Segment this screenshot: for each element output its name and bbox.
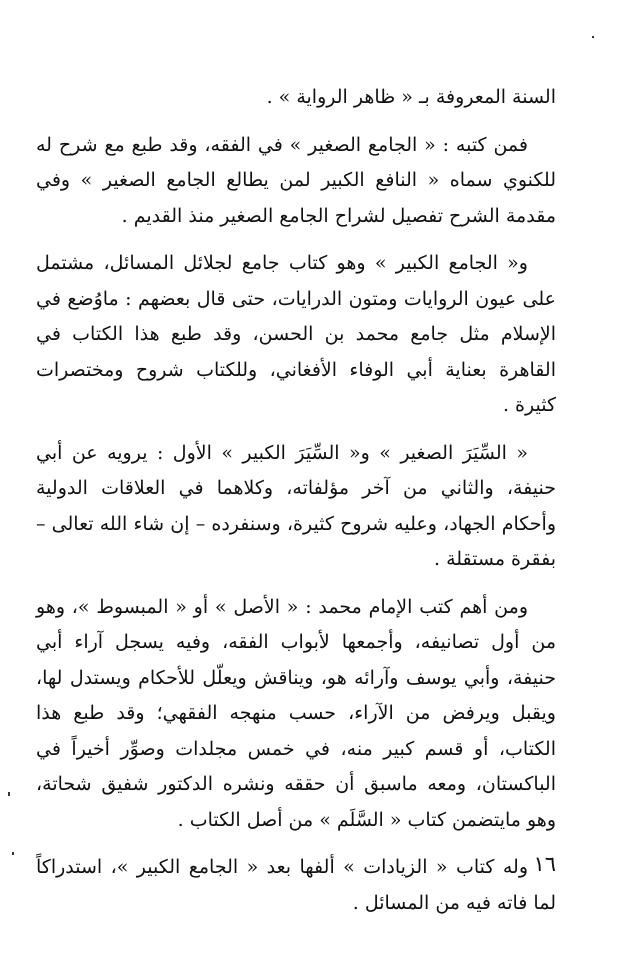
paragraph: فمن كتبه : « الجامع الصغير » في الفقه، وقد طبع مع شرح له للكنوي سماه « النافع الكبير لمن يطالع الجامع الصغير » وفي مقدمة الشرح تفصيل لشراح الجامع الصغير منذ القديم . — [36, 133, 556, 227]
paragraph: ومن أهم كتب الإمام محمد : « الأصل » أو « المبسوط »، وهو من أول تصانيفه، وأجمعها لأبواب الفقه، وفيه يسجل آراء أبي حنيفة، وأبي يوسف وآرائه هو، ويناقش ويعلّل للأحكام ويستدل لها، ويقبل ويرفض من الآراء، حسب منهجه الفقهي؛ وقد طبع هذا الكتاب، أو قسم كبير منه، في خمس مجلدات وصوِّر أخيراً في الباكستان، ومعه ماسبق أن حققه ونشره الدكتور شفيق شحاتة، وهو مايتضمن كتاب « السَّلَم » من أصل الكتاب . — [36, 595, 556, 831]
paragraph: السنة المعروفة بـ « ظاهر الرواية » . — [266, 86, 556, 108]
paragraph: « السِّيَرَ الصغير » و« السِّيَرَ الكبير » الأول : يرويه عن أبي حنيفة، والثاني من آخر مؤلفاته، وكلاهما في العلاقات الدولية وأحكام الجهاد، وعليه شروح كثيرة، وسنفرده – إن شاء الله تعالى – بفقرة مستقلة . — [36, 441, 556, 570]
scan-mark — [12, 852, 14, 855]
scan-mark — [592, 36, 594, 38]
paragraph: وله كتاب « الزيادات » ألفها بعد « الجامع الكبير »، استدراكاً لما فاته فيه من المسائل . — [36, 856, 556, 914]
page-body — [36, 80, 556, 921]
paragraph: و« الجامع الكبير » وهو كتاب جامع لجلائل المسائل، مشتمل على عيون الروايات ومتون الدرايات، حتى قال بعضهم : ماوُضع في الإسلام مثل جامع محمد بن الحسن، وقد طبع هذا الكتاب في القاهرة بعناية أبي الوفاء الأفغاني، وللكتاب شروح ومختصرات كثيرة . — [36, 252, 556, 416]
page-number: ١٦ — [533, 852, 556, 876]
scan-mark — [8, 792, 10, 796]
